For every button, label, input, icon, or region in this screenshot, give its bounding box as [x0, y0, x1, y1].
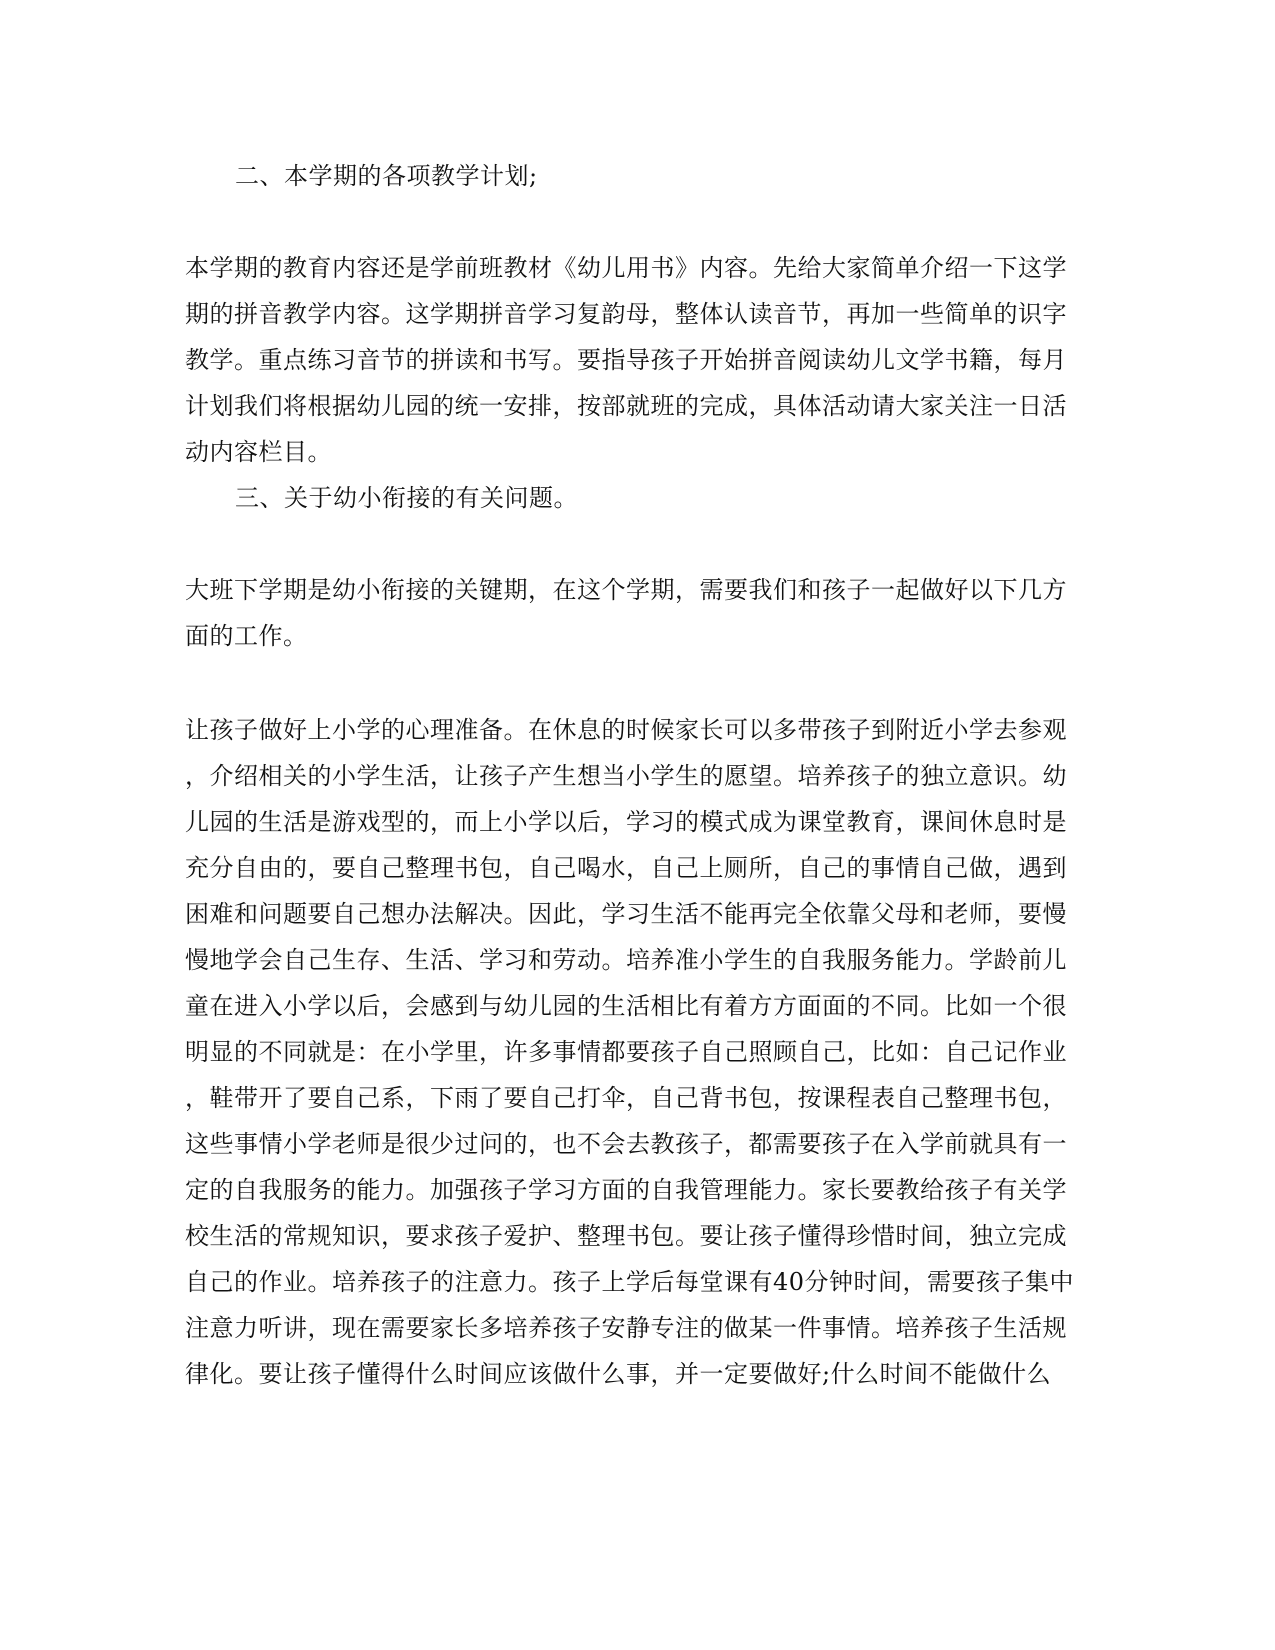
paragraph-line: 校生活的常规知识，要求孩子爱护、整理书包。要让孩子懂得珍惜时间，独立完成 [185, 1222, 1067, 1250]
section-heading-3: 三、关于幼小衔接的有关问题。 [235, 484, 578, 512]
paragraph-line: 期的拼音教学内容。这学期拼音学习复韵母，整体认读音节，再加一些简单的识字 [185, 300, 1067, 328]
paragraph-line: 儿园的生活是游戏型的，而上小学以后，学习的模式成为课堂教育，课间休息时是 [185, 808, 1067, 836]
paragraph-line: 计划我们将根据幼儿园的统一安排，按部就班的完成，具体活动请大家关注一日活 [185, 392, 1067, 420]
paragraph-line: 面的工作。 [185, 622, 308, 650]
paragraph-line: 这些事情小学老师是很少过问的，也不会去教孩子，都需要孩子在入学前就具有一 [185, 1130, 1067, 1158]
paragraph-line: ，鞋带开了要自己系，下雨了要自己打伞，自己背书包，按课程表自己整理书包， [185, 1084, 1067, 1112]
paragraph-line: 定的自我服务的能力。加强孩子学习方面的自我管理能力。家长要教给孩子有关学 [185, 1176, 1067, 1204]
paragraph-line: 动内容栏目。 [185, 438, 332, 466]
paragraph-line: 明显的不同就是：在小学里，许多事情都要孩子自己照顾自己，比如：自己记作业 [185, 1038, 1067, 1066]
paragraph-line: 律化。要让孩子懂得什么时间应该做什么事，并一定要做好;什么时间不能做什么 [185, 1360, 1052, 1388]
paragraph-line: 自己的作业。培养孩子的注意力。孩子上学后每堂课有40分钟时间，需要孩子集中 [185, 1268, 1075, 1296]
paragraph-line: 大班下学期是幼小衔接的关键期，在这个学期，需要我们和孩子一起做好以下几方 [185, 576, 1067, 604]
paragraph-line: 让孩子做好上小学的心理准备。在休息的时候家长可以多带孩子到附近小学去参观 [185, 716, 1067, 744]
paragraph-line: 慢地学会自己生存、生活、学习和劳动。培养准小学生的自我服务能力。学龄前儿 [185, 946, 1067, 974]
paragraph-line: 教学。重点练习音节的拼读和书写。要指导孩子开始拼音阅读幼儿文学书籍，每月 [185, 346, 1067, 374]
paragraph-line: 注意力听讲，现在需要家长多培养孩子安静专注的做某一件事情。培养孩子生活规 [185, 1314, 1067, 1342]
paragraph-line: 本学期的教育内容还是学前班教材《幼儿用书》内容。先给大家简单介绍一下这学 [185, 254, 1067, 282]
paragraph-line: 童在进入小学以后，会感到与幼儿园的生活相比有着方方面面的不同。比如一个很 [185, 992, 1067, 1020]
section-heading-2: 二、本学期的各项教学计划; [235, 162, 538, 190]
paragraph-line: 充分自由的，要自己整理书包，自己喝水，自己上厕所，自己的事情自己做，遇到 [185, 854, 1067, 882]
paragraph-line: 困难和问题要自己想办法解决。因此，学习生活不能再完全依靠父母和老师，要慢 [185, 900, 1067, 928]
paragraph-line: ，介绍相关的小学生活，让孩子产生想当小学生的愿望。培养孩子的独立意识。幼 [185, 762, 1067, 790]
